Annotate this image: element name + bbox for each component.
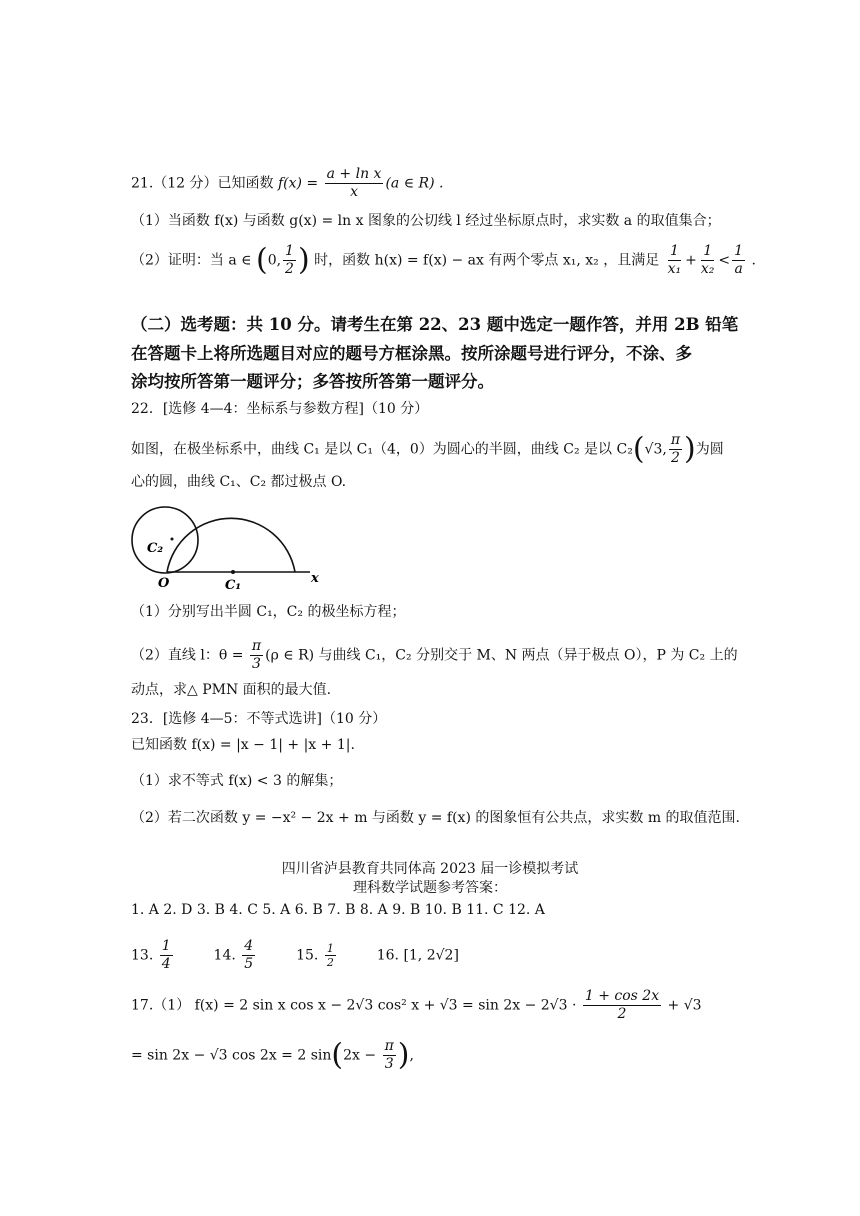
q22-pi-n: π	[670, 432, 681, 448]
q21-p2-a: （2）证明：当 a ∈	[131, 252, 256, 269]
polar-figure	[125, 502, 335, 592]
q22-p2-pi-d: 3	[252, 656, 261, 672]
q22-pi-half	[669, 432, 682, 467]
q22-p2-pi-n: π	[251, 638, 262, 654]
answer17-line1	[131, 988, 702, 1023]
q21-den: x	[350, 184, 358, 200]
a15-n: 1	[326, 942, 334, 955]
q22-line2: 心的圆，曲线 C₁、C₂ 都过极点 O.	[131, 474, 347, 490]
a15-d: 2	[326, 956, 334, 969]
q21-frac1	[666, 243, 684, 278]
q21-p2-interval: 0,	[267, 252, 282, 269]
q21-fraction	[325, 166, 384, 201]
s17-inner: 2x −	[343, 1047, 381, 1064]
q21-frac2	[699, 243, 717, 278]
answer17-line2: = sin 2x − √3 cos 2x = 2 sin(2x − $\frac{\pi}{3}$ ),	[131, 1037, 414, 1073]
q21-p2-half	[283, 243, 296, 278]
q21-frac3	[732, 243, 745, 278]
q22-p2-a: （2）直线 l：θ =	[131, 647, 248, 664]
q22-p2-b: (ρ ∈ R) 与曲线 C₁，C₂ 分别交于 M、N 两点（异于极点 O），P 为 C₂ 上的	[265, 647, 738, 664]
label-c1: C₁	[225, 578, 242, 592]
point-c1	[231, 570, 235, 574]
q23-head: 23．[选修 4—5：不等式选讲]（10 分）	[131, 711, 387, 727]
answers-title1: 四川省泸县教育共同体高 2023 届一诊模拟考试	[281, 861, 579, 877]
q21-head: 21.（12 分）已知函数	[131, 175, 278, 192]
q21-p2-end: .	[747, 252, 756, 269]
label-x: x	[311, 571, 319, 586]
q21-fx: f(x) =	[277, 175, 323, 192]
s17-frac	[583, 988, 661, 1023]
q21-p2-half-n: 1	[285, 243, 294, 259]
q21-num: a + ln x	[326, 166, 382, 182]
s17-pi-d: 3	[384, 1056, 394, 1072]
a14-d: 5	[244, 956, 254, 972]
q22-point: √3,	[644, 441, 667, 458]
a14-n: 4	[244, 938, 254, 954]
point-c2	[171, 538, 174, 541]
q22-pi-d: 2	[670, 450, 680, 466]
answers-fill	[131, 938, 459, 973]
q22-part2-cont: 动点，求△ PMN 面积的最大值.	[131, 682, 332, 698]
a13-label: 13.	[131, 947, 154, 964]
q22-line1: 如图，在极坐标系中，曲线 C₁ 是以 C₁（4，0）为圆心的半圆，曲线 C₂ 是以 C₂(√3, $\frac{\pi}{2}$ )为圆	[131, 431, 724, 467]
q21-frac2-d: x₂	[700, 261, 715, 277]
a15-frac	[325, 942, 336, 969]
q22-pi-third	[250, 638, 263, 673]
q23-line1: 已知函数 f(x) = |x − 1| + |x + 1|.	[131, 737, 355, 753]
answers-mc: 1. A 2. D 3. B 4. C 5. A 6. B 7. B 8. A 9. B 10. B 11. C 12. A	[131, 902, 545, 918]
s17-n: 1 + cos 2x	[584, 988, 660, 1004]
s17-d: 2	[617, 1006, 627, 1022]
q22-l1-a: 如图，在极坐标系中，曲线 C₁ 是以 C₁（4，0）为圆心的半圆，曲线 C₂ 是以 C₂	[131, 441, 633, 458]
a14-label: 14.	[213, 947, 236, 964]
a16-label: 16.	[376, 947, 399, 964]
section2-line2: 在答题卡上将所选题目对应的题号方框涂黑。按所涂题号进行评分，不涂、多	[131, 344, 692, 363]
section2-line3: 涂均按所答第一题评分；多答按所答第一题评分。	[131, 372, 494, 391]
q21-tail: (a ∈ R) .	[385, 175, 444, 192]
q21-frac3-d: a	[734, 261, 743, 277]
a15-label: 15.	[296, 947, 319, 964]
answers-title2: 理科数学试题参考答案：	[353, 880, 507, 896]
section2-line1: （二）选考题：共 10 分。请考生在第 22、23 题中选定一题作答，并用 2B 铅笔	[131, 315, 739, 334]
q21-p2-half-d: 2	[285, 261, 294, 277]
q21-frac2-n: 1	[703, 243, 713, 259]
a14-frac	[242, 938, 255, 973]
q22-part2	[131, 638, 738, 673]
s17-pi-third	[383, 1038, 396, 1073]
q21-p2-b: 时，函数 h(x) = f(x) − ax 有两个零点 x₁, x₂ ，且满足	[309, 252, 664, 269]
label-c2: C₂	[147, 541, 164, 556]
q23-part2: （2）若二次函数 y = −x² − 2x + m 与函数 y = f(x) 的图象恒有公共点，求实数 m 的取值范围.	[131, 810, 740, 826]
a13-d: 4	[161, 956, 171, 972]
s17-end: ,	[409, 1047, 414, 1064]
q21-line	[131, 166, 443, 201]
q22-part1: （1）分别写出半圆 C₁，C₂ 的极坐标方程；	[131, 604, 406, 620]
q21-part1: （1）当函数 f(x) 与函数 g(x) = ln x 图象的公切线 l 经过坐标原点时，求实数 a 的取值集合；	[131, 213, 721, 229]
a13-n: 1	[161, 938, 171, 954]
q21-part2: （2）证明：当 a ∈ (0, $\frac{1}{2}$ ) 时，函数 h(x) = f(x) − ax 有两个零点 x₁, x₂ ，且满足 $\frac{1}{\text{x₁}}$ + $\frac{1}{\text{x₂}}$ < $\frac{1}{a}$ .	[131, 242, 756, 278]
s17-a: 17.（1） f(x) = 2 sin x cos x − 2√3 cos² x + √3 = sin 2x − 2√3 ·	[131, 997, 581, 1014]
q23-part1: （1）求不等式 f(x) < 3 的解集；	[131, 773, 343, 789]
circle-c2	[132, 507, 198, 573]
semicircle-c1	[167, 518, 295, 572]
q22-l1-b: 为圆	[695, 441, 724, 458]
s17-pi-n: π	[384, 1038, 394, 1054]
s17-c: = sin 2x − √3 cos 2x = 2 sin	[131, 1047, 332, 1064]
s17-b: + √3	[663, 997, 702, 1014]
q21-frac1-d: x₁	[667, 261, 682, 277]
q21-frac1-n: 1	[669, 243, 679, 259]
q21-frac3-n: 1	[734, 243, 744, 259]
a16-value: [1, 2√2]	[403, 947, 459, 964]
a13-frac	[160, 938, 173, 973]
label-o: O	[158, 576, 170, 591]
q22-head: 22．[选修 4—4：坐标系与参数方程]（10 分）	[131, 401, 429, 417]
